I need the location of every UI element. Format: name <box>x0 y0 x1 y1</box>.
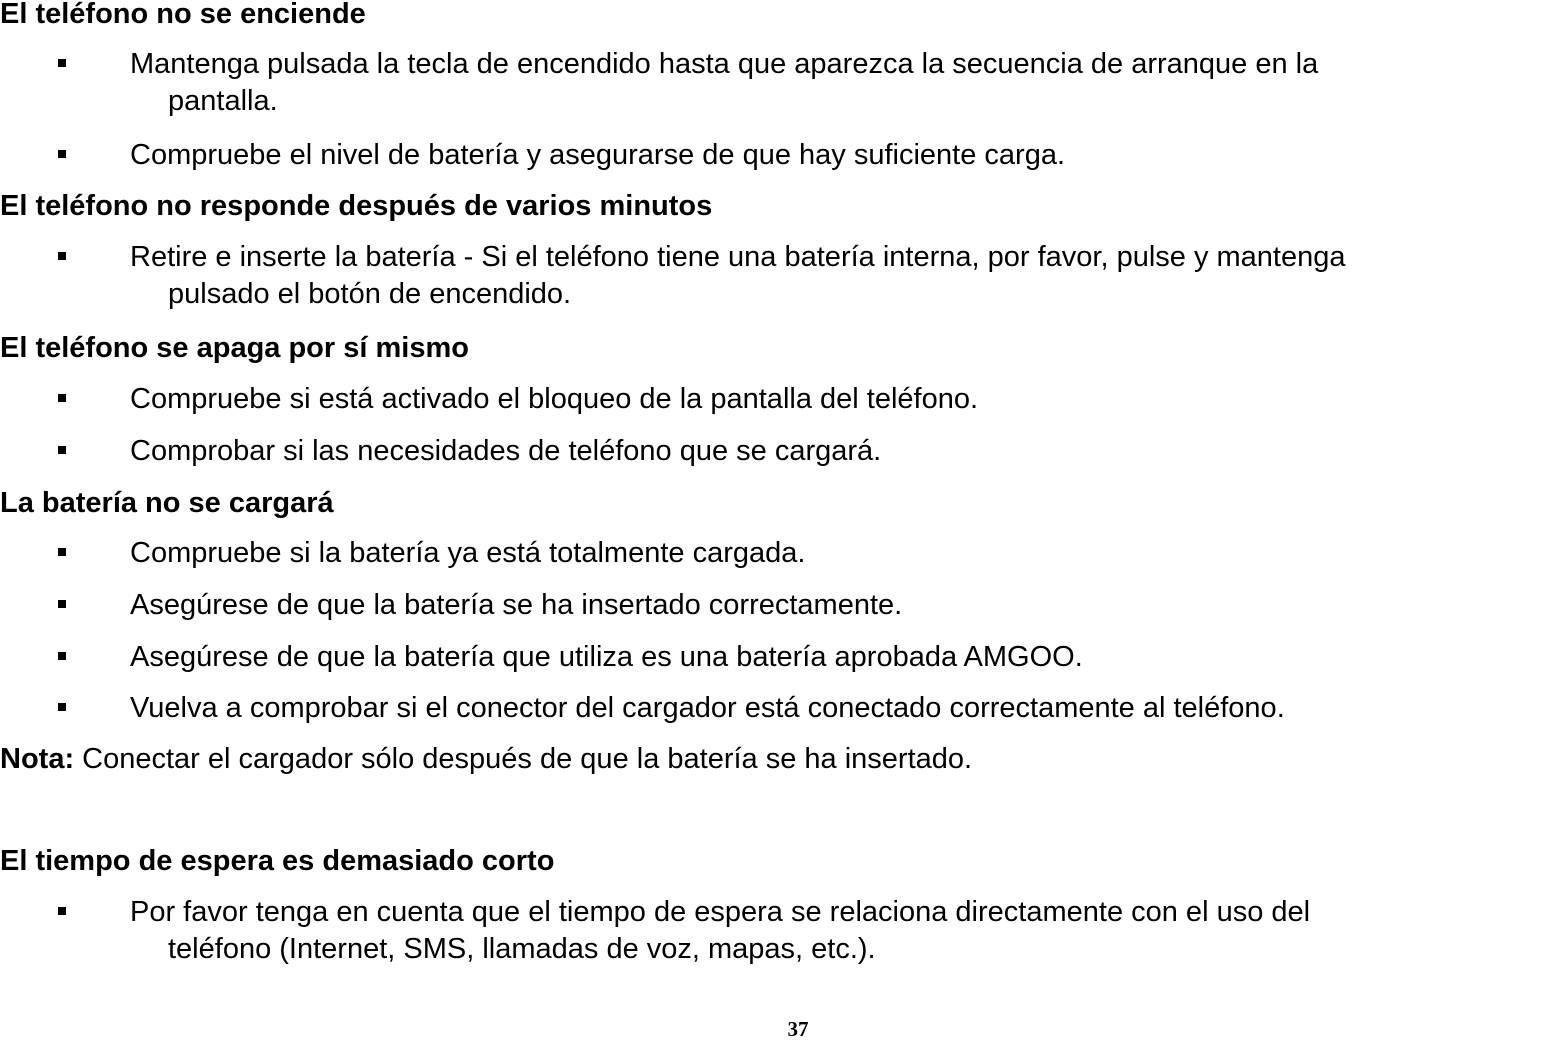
list-item <box>0 137 1553 174</box>
page-number: 37 <box>787 1017 809 1041</box>
note-label: Nota: <box>0 743 75 775</box>
list-item-text: Por favor tenga en cuenta que el tiempo de espera se relaciona directamente con el uso del teléfono (Internet, SMS, llamadas de voz, mapas, etc.). <box>130 896 1311 965</box>
square-bullet-icon <box>58 703 66 711</box>
list-item-text: Vuelva a comprobar si el conector del cargador está conectado correctamente al teléfono. <box>130 692 1285 724</box>
list-item-text: Retire e inserte la batería - Si el teléfono tiene una batería interna, por favor, pulse y mantenga pulsado el botón de encendido. <box>130 241 1346 310</box>
section-heading-phone-not-responding: El teléfono no responde después de varios minutos <box>0 190 713 222</box>
list-item <box>0 535 1553 572</box>
list-item-text: Compruebe si la batería ya está totalmente cargada. <box>130 537 806 569</box>
square-bullet-icon <box>58 394 66 402</box>
list-item-text: Comprobar si las necesidades de teléfono que se cargará. <box>130 435 882 467</box>
list-item <box>0 587 1553 624</box>
list-item-text: Compruebe el nivel de batería y asegurarse de que hay suficiente carga. <box>130 139 1066 171</box>
square-bullet-icon <box>58 59 66 67</box>
list-item-text: Asegúrese de que la batería que utiliza es una batería aprobada AMGOO. <box>130 641 1083 673</box>
square-bullet-icon <box>58 446 66 454</box>
list-item <box>0 690 1553 727</box>
list-item-text: Compruebe si está activado el bloqueo de la pantalla del teléfono. <box>130 383 979 415</box>
list-item <box>0 46 1553 120</box>
list-item <box>0 639 1553 676</box>
list-item-text: Mantenga pulsada la tecla de encendido hasta que aparezca la secuencia de arranque en la pantalla. <box>130 48 1319 117</box>
square-bullet-icon <box>58 652 66 660</box>
square-bullet-icon <box>58 548 66 556</box>
square-bullet-icon <box>58 252 66 260</box>
list-item <box>0 239 1553 313</box>
note-text: Conectar el cargador sólo después de que la batería se ha insertado. <box>74 743 973 775</box>
list-item <box>0 381 1553 418</box>
square-bullet-icon <box>58 150 66 158</box>
square-bullet-icon <box>58 907 66 915</box>
note-paragraph <box>0 741 972 777</box>
section-heading-phone-turns-off: El teléfono se apaga por sí mismo <box>0 332 469 364</box>
section-heading-short-standby: El tiempo de espera es demasiado corto <box>0 845 555 877</box>
square-bullet-icon <box>58 600 66 608</box>
section-heading-phone-not-turning-on: El teléfono no se enciende <box>0 0 366 30</box>
list-item-text: Asegúrese de que la batería se ha insertado correctamente. <box>130 589 903 621</box>
list-item <box>0 433 1553 470</box>
section-heading-battery-not-charging: La batería no se cargará <box>0 487 334 519</box>
list-item <box>0 894 1553 968</box>
